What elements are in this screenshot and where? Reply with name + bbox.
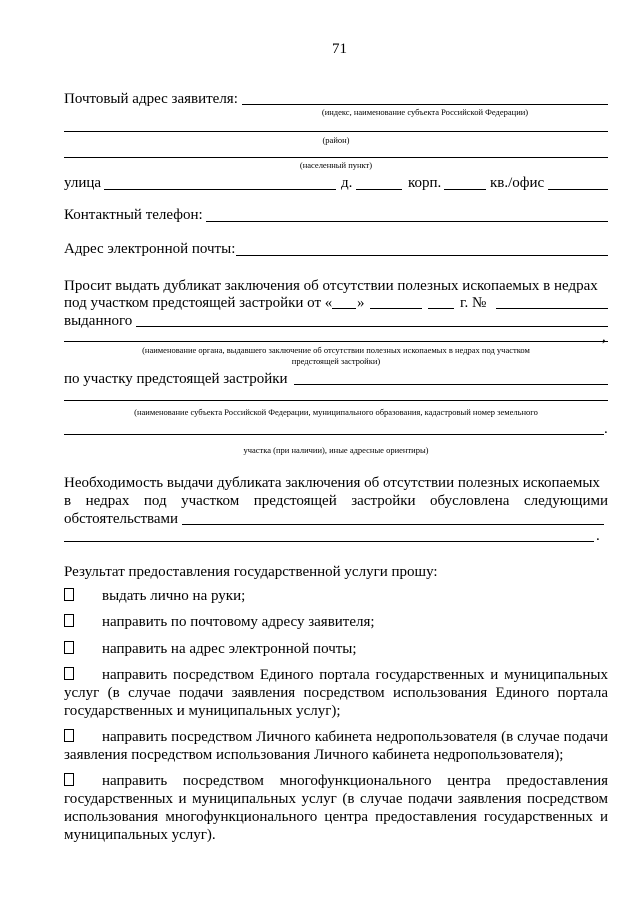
option-postal-checkbox[interactable] (64, 614, 74, 627)
issued-field[interactable] (136, 326, 608, 327)
request-line-1: Просит выдать дубликат заключения об отсутствии полезных ископаемых в недрах (64, 278, 598, 294)
phone-field[interactable] (206, 221, 608, 222)
house-label: д. (341, 175, 353, 191)
district-field[interactable] (64, 131, 608, 132)
page-number: 71 (332, 41, 347, 57)
phone-label: Контактный телефон: (64, 207, 203, 223)
necessity-line-2: в недрах под участком предстоящей застройки обусловлена следующими (64, 493, 608, 509)
locality-hint: (населенный пункт) (299, 160, 373, 170)
issued-label: выданного (64, 313, 133, 329)
request-day-field[interactable] (332, 308, 356, 309)
issuing-org-field[interactable] (64, 341, 608, 342)
email-label: Адрес электронной почты: (64, 241, 236, 257)
option-email-checkbox[interactable] (64, 641, 74, 654)
apartment-label: кв./офис (490, 175, 545, 191)
option-postal-label: направить по почтовому адресу заявителя; (102, 614, 375, 630)
plot-cadastral-period: . (604, 421, 608, 437)
email-field[interactable] (236, 255, 608, 256)
locality-field[interactable] (64, 157, 608, 158)
issuing-org-hint-1: (наименование органа, выдавшего заключение об отсутствии полезных ископаемых в недрах под участком (142, 345, 530, 355)
necessity-line-1: Необходимость выдачи дубликата заключения об отсутствии полезных ископаемых (64, 475, 600, 491)
street-field[interactable] (104, 189, 336, 190)
request-number-field[interactable] (496, 308, 608, 309)
plot-cadastral-field[interactable] (64, 434, 604, 435)
option-epgu-checkbox[interactable] (64, 667, 74, 680)
apartment-field[interactable] (548, 189, 608, 190)
option-epgu-line-3: государственных и муниципальных услуг); (64, 703, 341, 719)
plot-subject-hint: (наименование субъекта Российской Федерации, муниципального образования, кадастровый номер земельного (134, 407, 538, 417)
option-in-person-checkbox[interactable] (64, 588, 74, 601)
necessity-field[interactable] (182, 524, 604, 525)
house-field[interactable] (356, 189, 402, 190)
request-line-2-quote: » (357, 295, 365, 311)
option-epgu-line-2: услуг (в случае подачи заявления посредством использования Единого портала (64, 685, 608, 701)
option-mfc-checkbox[interactable] (64, 773, 74, 786)
plot-cadastral-hint: участка (при наличии), иные адресные ориентиры) (243, 445, 429, 455)
postal-address-label: Почтовый адрес заявителя: (64, 91, 238, 107)
building-label: корп. (408, 175, 442, 191)
plot-field[interactable] (294, 384, 608, 385)
request-line-2-start: под участком предстоящей застройки от « (64, 295, 333, 311)
necessity-period: . (596, 528, 600, 544)
option-mfc-line-2: государственных и муниципальных услуг (в случае подачи заявления посредством (64, 791, 608, 807)
street-label: улица (64, 175, 102, 191)
option-cabinet-checkbox[interactable] (64, 729, 74, 742)
necessity-field-2[interactable] (64, 541, 594, 542)
postal-index-hint: (индекс, наименование субъекта Российской Федерации) (321, 107, 529, 117)
request-month-field[interactable] (370, 308, 422, 309)
option-mfc-line-4: муниципальных услуг). (64, 827, 216, 843)
result-heading: Результат предоставления государственной услуги прошу: (64, 564, 438, 580)
district-hint: (район) (322, 135, 350, 145)
building-field[interactable] (444, 189, 486, 190)
plot-subject-field[interactable] (64, 400, 608, 401)
issuing-org-hint-2: предстоящей застройки) (291, 356, 381, 366)
option-mfc-line-1: направить посредством многофункционального центра предоставления (102, 773, 608, 789)
postal-index-field[interactable] (242, 104, 608, 105)
request-year-label: г. № (460, 295, 487, 311)
necessity-line-3: обстоятельствами (64, 511, 179, 527)
option-epgu-line-1: направить посредством Единого портала государственных и муниципальных (102, 667, 608, 683)
option-mfc-line-3: использования многофункционального центра предоставления государственных и (64, 809, 608, 825)
option-email-label: направить на адрес электронной почты; (102, 641, 357, 657)
option-cabinet-line-2: заявления посредством использования Личного кабинета недропользователя); (64, 747, 564, 763)
request-year-field[interactable] (428, 308, 454, 309)
issuing-org-comma: , (602, 329, 606, 345)
plot-label: по участку предстоящей застройки (64, 371, 288, 387)
option-cabinet-line-1: направить посредством Личного кабинета недропользователя (в случае подачи (102, 729, 608, 745)
option-in-person-label: выдать лично на руки; (102, 588, 246, 604)
